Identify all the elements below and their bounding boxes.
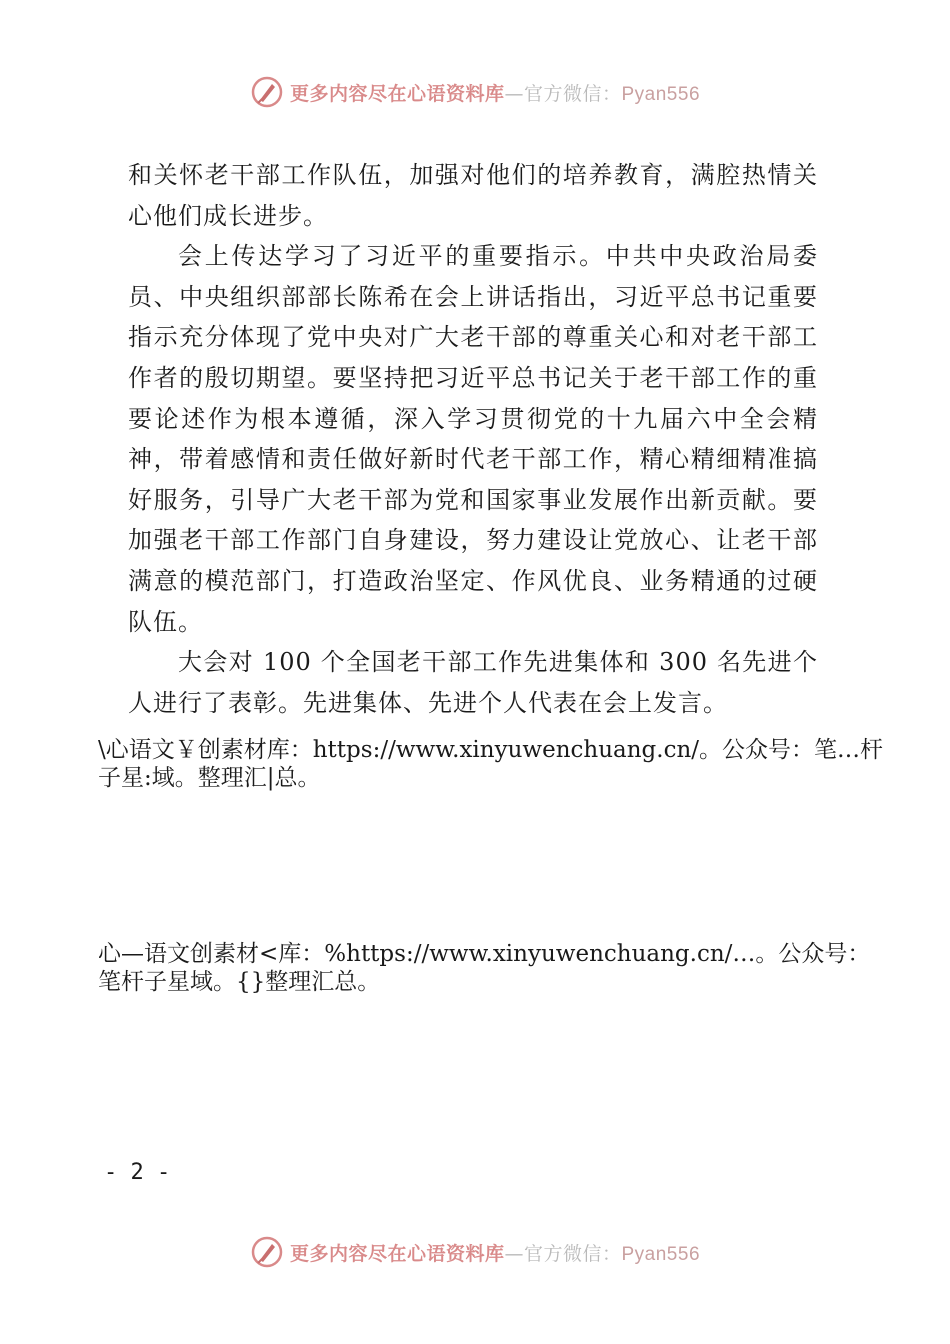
watermark-wechat-id: Pyan556: [621, 83, 701, 105]
source-note-2: 心—语文创素材<库：%https://www.xinyuwenchuang.cn/…。公众号：笔杆子星域。{}整理汇总。: [98, 941, 871, 995]
document-body: [128, 155, 818, 723]
watermark-main: 更多内容尽在心语资料库: [289, 1242, 505, 1265]
watermark-separator: —: [504, 1242, 524, 1265]
paragraph-1: 和关怀老干部工作队伍，加强对他们的培养教育，满腔热情关心他们成长进步。: [128, 161, 818, 230]
watermark-wechat-label: 官方微信：: [523, 1242, 622, 1265]
watermark-text: [290, 79, 700, 106]
watermark-wechat-id: Pyan556: [621, 1243, 701, 1265]
watermark-wechat-label: 官方微信：: [523, 82, 622, 105]
quill-logo-icon: [250, 75, 284, 109]
source-note-1: \心语文￥创素材库：https://www.xinyuwenchuang.cn/。公众号：笔…杆子星:域。整理汇|总。: [98, 737, 884, 791]
watermark-text: [290, 1239, 700, 1266]
watermark-separator: —: [504, 82, 524, 105]
header-watermark: [0, 72, 950, 112]
quill-logo-icon: [250, 1235, 284, 1269]
page-number: - 2 -: [104, 1160, 171, 1185]
footer-watermark: [0, 1232, 950, 1272]
paragraph-3: 大会对 100 个全国老干部工作先进集体和 300 名先进个人进行了表彰。先进集体、先进个人代表在会上发言。: [128, 648, 818, 717]
paragraph-2: 会上传达学习了习近平的重要指示。中共中央政治局委员、中央组织部部长陈希在会上讲话指出，习近平总书记重要指示充分体现了党中央对广大老干部的尊重关心和对老干部工作者的殷切期望。要坚持把习近平总书记关于老干部工作的重要论述作为根本遵循，深入学习贯彻党的十九届六中全会精神，带着感情和责任做好新时代老干部工作，精心精细精准搞好服务，引导广大老干部为党和国家事业发展作出新贡献。要加强老干部工作部门自身建设，努力建设让党放心、让老干部满意的模范部门，打造政治坚定、作风优良、业务精通的过硬队伍。: [128, 242, 818, 636]
watermark-main: 更多内容尽在心语资料库: [289, 82, 505, 105]
